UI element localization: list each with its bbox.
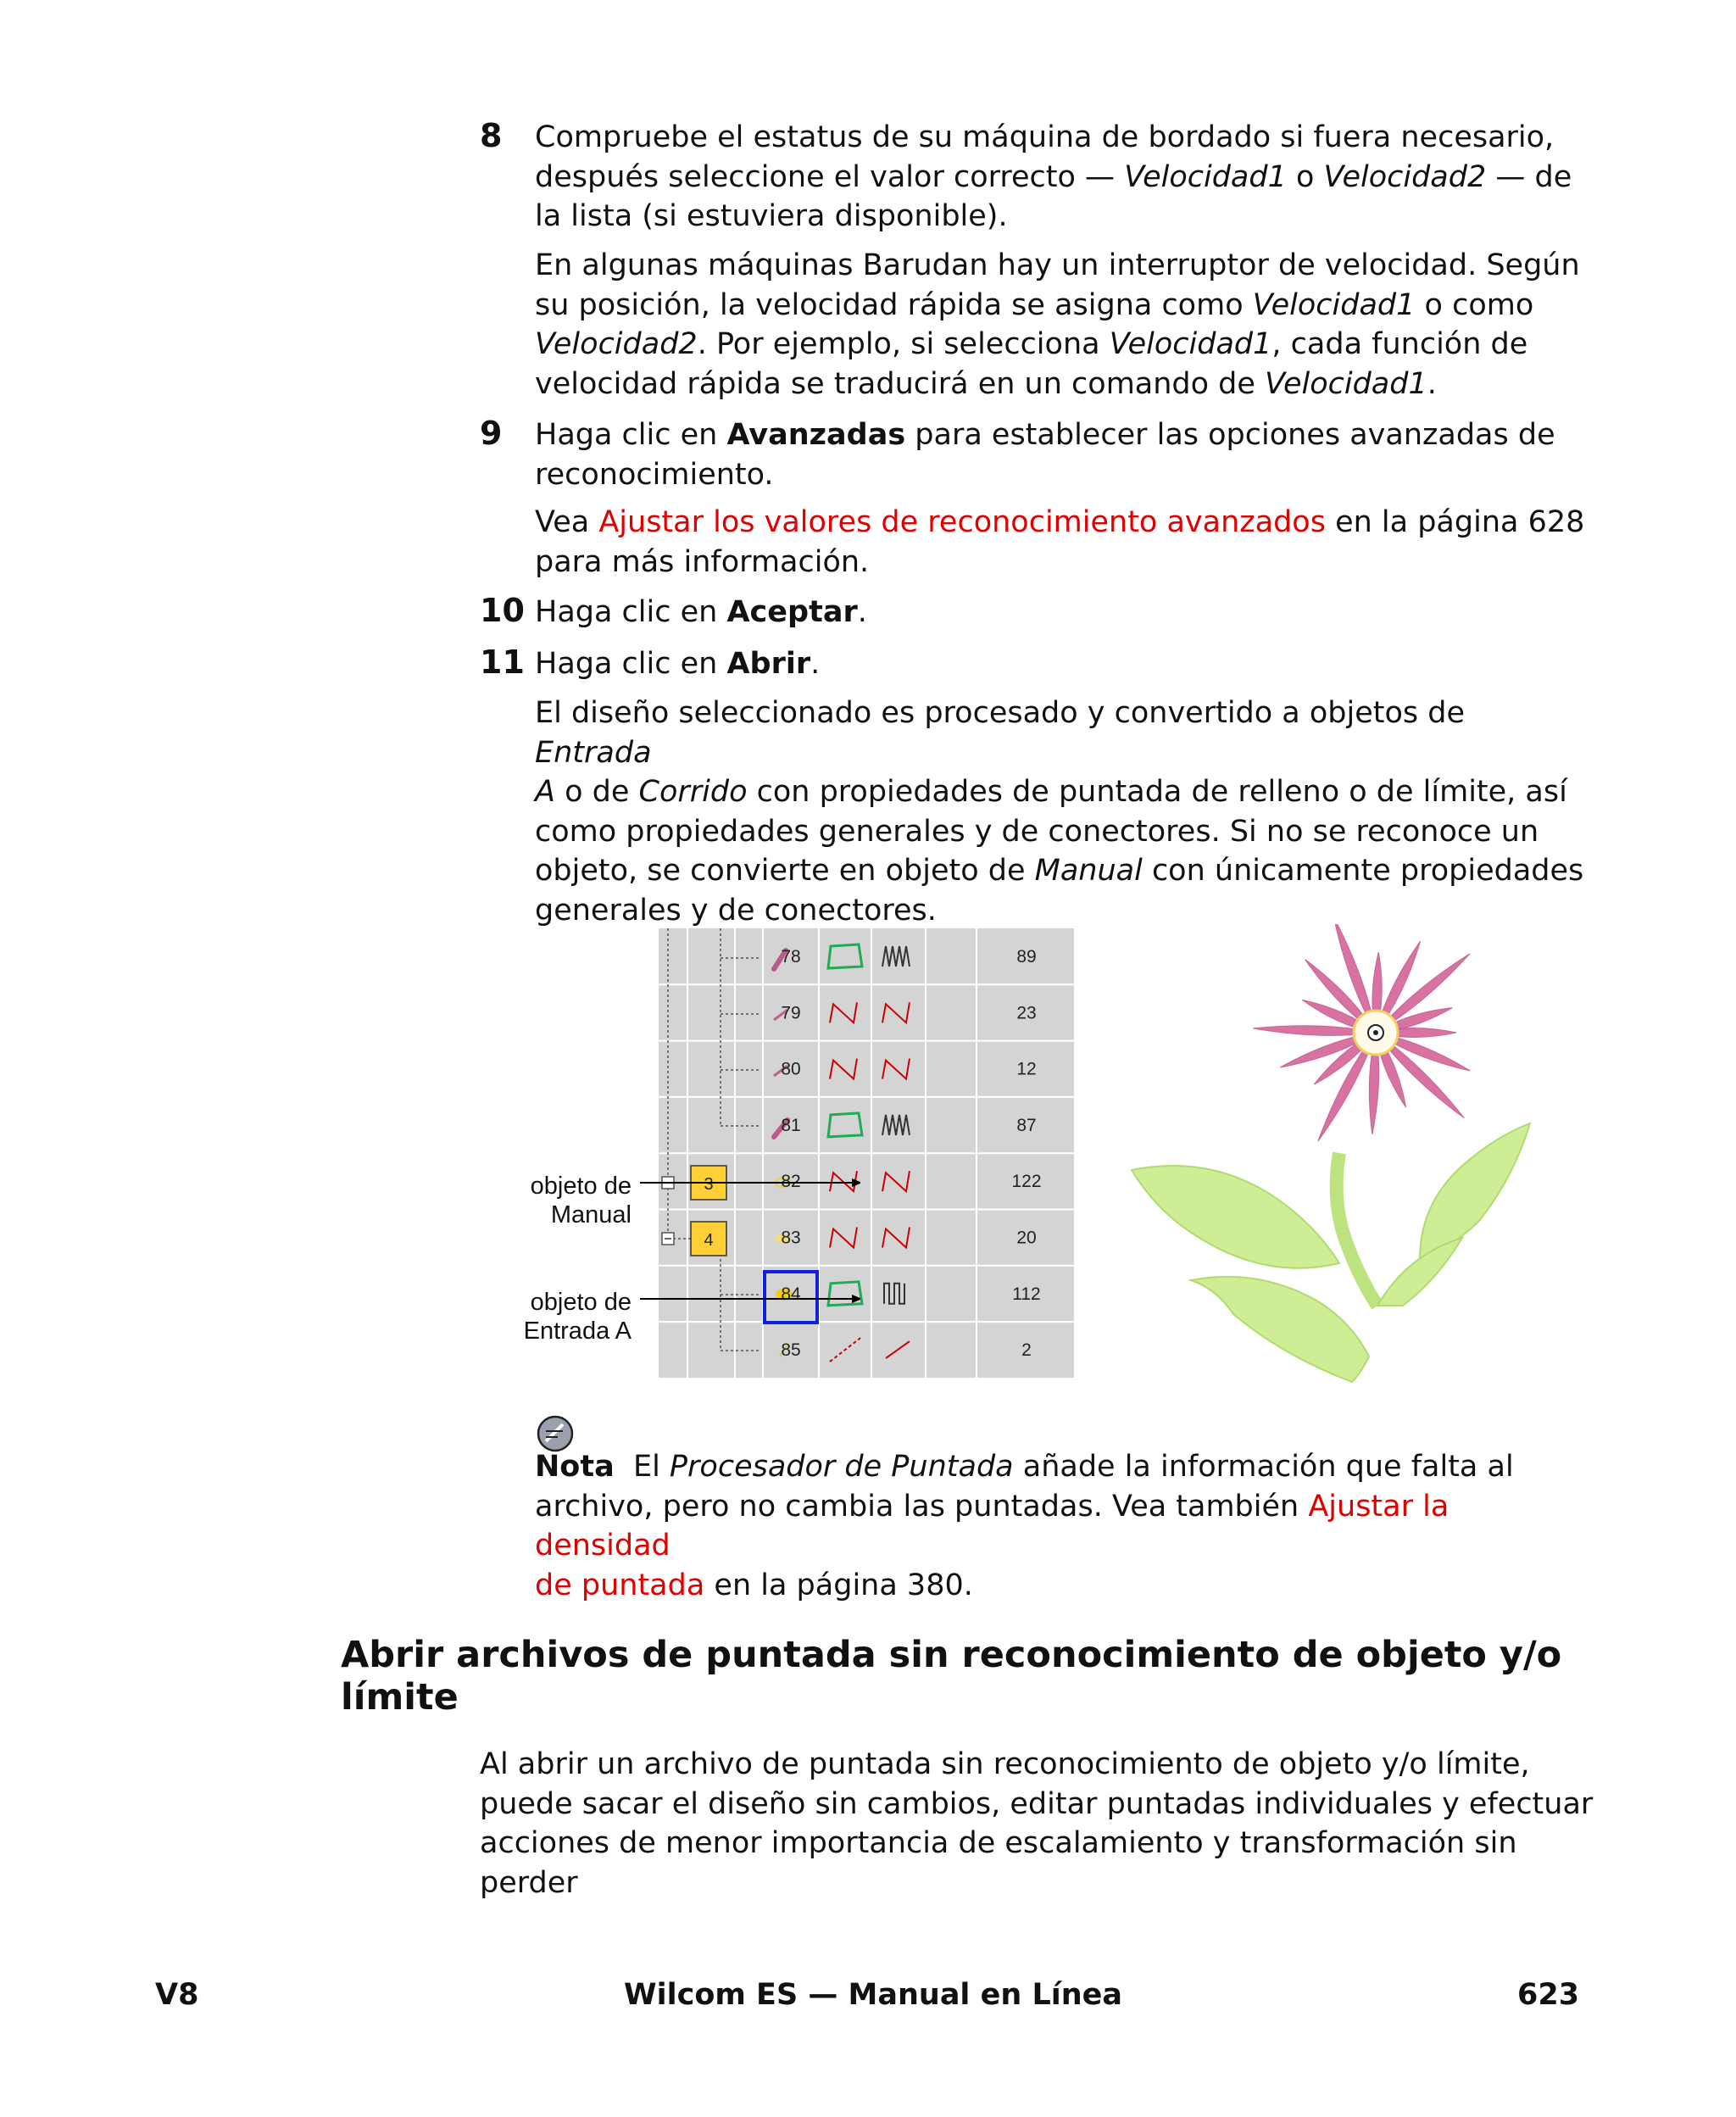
stitch-count: 87 [1016,1115,1037,1135]
step-number: 11 [480,643,525,681]
stitch-count: 12 [1016,1059,1037,1079]
link-advanced-recognition[interactable]: Ajustar los valores de reconocimiento avanzados [598,505,1326,539]
step-8-note: En algunas máquinas Barudan hay un interruptor de velocidad. Según su posición, la velocidad rápida se asigna como Velocidad1 o como Velocidad2. Por ejemplo, si selecciona Velocidad1, cada función de velocidad rápida se traducirá en un comando de Velocidad1. [535,248,1580,401]
object-id: 82 [781,1172,801,1192]
footer-version: V8 [155,1978,199,2012]
stitch-count: 23 [1016,1003,1037,1023]
group-label: 3 [704,1175,714,1194]
object-id: 83 [781,1228,801,1248]
callout-pointers [640,1166,860,1327]
note-text: Nota El Procesador de Puntada añade la información que falta al archivo, pero no cambia las puntadas. Vea también Ajustar la densidad de puntada en la página 380. [535,1450,1514,1602]
flower-embroidery-image [1115,924,1555,1390]
stitch-count: 89 [1016,947,1037,967]
step-10-text: Haga clic en Aceptar. [535,595,867,629]
step-9-see: Vea Ajustar los valores de reconocimiento avanzados en la página 628 para más información. [535,505,1585,579]
step-9-text: Haga clic en Avanzadas para establecer las opciones avanzadas de reconocimiento. [535,418,1555,492]
step-number: 9 [480,415,503,452]
step-8-text: Compruebe el estatus de su máquina de bordado si fuera necesario, después seleccione el valor correcto — Velocidad1 o Velocidad2 — de la lista (si estuviera disponible). [535,120,1572,233]
step-number: 10 [480,592,525,629]
stitch-count: 20 [1016,1228,1037,1248]
leaves [1132,1123,1530,1382]
note-label: Nota [535,1450,615,1484]
link-stitch-density[interactable]: de puntada [535,1568,705,1602]
object-id: 79 [781,1003,801,1023]
group-label: 4 [704,1231,714,1250]
stitch-count: 112 [1012,1284,1041,1304]
section-paragraph: Al abrir un archivo de puntada sin reconocimiento de objeto y/o límite, puede sacar el diseño sin cambios, editar puntadas individuales y efectuar acciones de menor importancia de escalamiento y transformación sin perder [480,1747,1594,1900]
step-11-description: El diseño seleccionado es procesado y convertido a objetos de Entrada A o de Corrido con propiedades de puntada de relleno o de límite, así como propiedades generales y de conectores. Si no se reconoce un objeto, se convierte en objeto de Manual con únicamente propiedades generales y de conectores. [535,696,1584,928]
object-id: 78 [781,947,801,967]
section-heading: Abrir archivos de puntada sin reconocimiento de objeto y/o límite [341,1634,1562,1719]
footer-page-number: 623 [1517,1978,1580,2012]
callout-manual-object: objeto de Manual [530,1173,632,1228]
link-stitch-density[interactable]: Ajustar la densidad [535,1489,1449,1563]
step-number: 8 [480,117,503,154]
step-11-text: Haga clic en Abrir. [535,647,821,681]
callout-entrada-object: objeto de Entrada A [523,1289,632,1345]
object-id: 84 [781,1284,801,1304]
object-id: 80 [781,1059,801,1079]
object-id: 81 [781,1115,801,1135]
stitch-count: 122 [1011,1172,1042,1192]
footer-title: Wilcom ES — Manual en Línea [624,1978,1123,2012]
object-id: 85 [781,1340,801,1361]
stitch-count: 2 [1021,1340,1032,1361]
